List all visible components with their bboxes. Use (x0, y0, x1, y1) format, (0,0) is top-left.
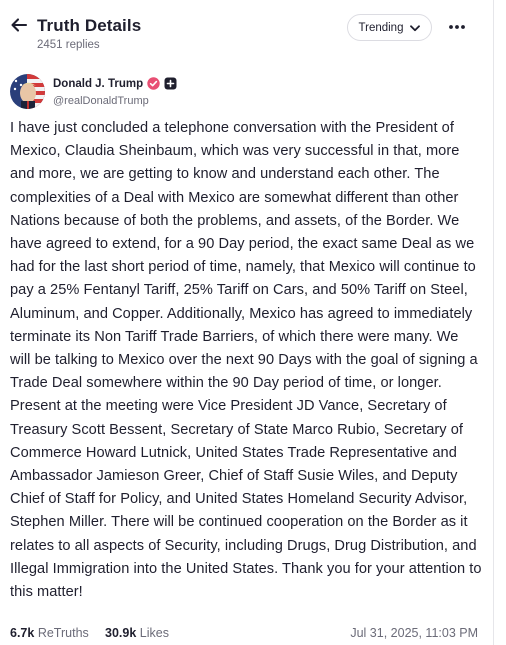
back-button[interactable] (8, 14, 30, 36)
verified-badge-icon (147, 77, 160, 90)
retruths-label: ReTruths (37, 626, 89, 640)
reply-count: 2451 replies (37, 39, 100, 51)
post-body: I have just concluded a telephone conversation with the President of Mexico, Claudia Sheinbaum, which was very successful in that, more and more, we are getting to know and understand each other. The complexities of a Deal with Mexico are somewhat different than other Nations because of both the problems, and assets, of the Border. We have agreed to extend, for a 90 Day period, the exact same Deal as we had for the last short period of time, namely, that Mexico will continue to pay a 25% Fentanyl Tariff, 25% Tariff on Cars, and 50% Tariff on Steel, Aluminum, and Copper. Additionally, Mexico has agreed to immediately terminate its Non Tariff Trade Barriers, of which there were many. We will be talking to Mexico over the next 90 Days with the goal of signing a Trade Deal somewhere within the 90 Day period of time, or longer. Present at the meeting were Vice President JD Vance, Secretary of Treasury Scott Bessent, Secretary of State Marco Rubio, Secretary of Commerce Howard Lutnick, United States Trade Representative and Ambassador Jamieson Greer, Chief of Staff Susie Wiles, and Deputy Chief of Staff for Policy, and United States Homeland Security Advisor, Stephen Miller. There will be continued cooperation on the Border as it relates to all aspects of Security, including Drugs, Drug Distribution, and Illegal Immigration into the United States. Thank you for your attention to this matter! (10, 120, 482, 601)
column-divider (493, 0, 494, 645)
likes-stat[interactable] (105, 626, 169, 640)
plus-badge-icon (164, 77, 177, 90)
page-header (0, 0, 493, 62)
page-title: Truth Details (37, 16, 142, 35)
retruths-stat[interactable] (10, 626, 89, 640)
author-handle[interactable]: @realDonaldTrump (53, 95, 149, 107)
author-name[interactable]: Donald J. Trump (53, 77, 144, 90)
likes-label: Likes (139, 626, 169, 640)
post-stats (10, 626, 480, 644)
sort-label: Trending (358, 21, 404, 34)
likes-count: 30.9k (105, 626, 137, 640)
retruths-count: 6.7k (10, 626, 35, 640)
post-author (10, 73, 480, 113)
post-timestamp[interactable]: Jul 31, 2025, 11:03 PM (350, 626, 478, 640)
sort-dropdown[interactable] (347, 14, 432, 41)
more-options-button[interactable] (446, 18, 468, 36)
chevron-down-icon (410, 25, 420, 32)
arrow-left-icon (10, 16, 28, 34)
avatar[interactable] (10, 74, 45, 109)
more-horizontal-icon (448, 24, 466, 30)
